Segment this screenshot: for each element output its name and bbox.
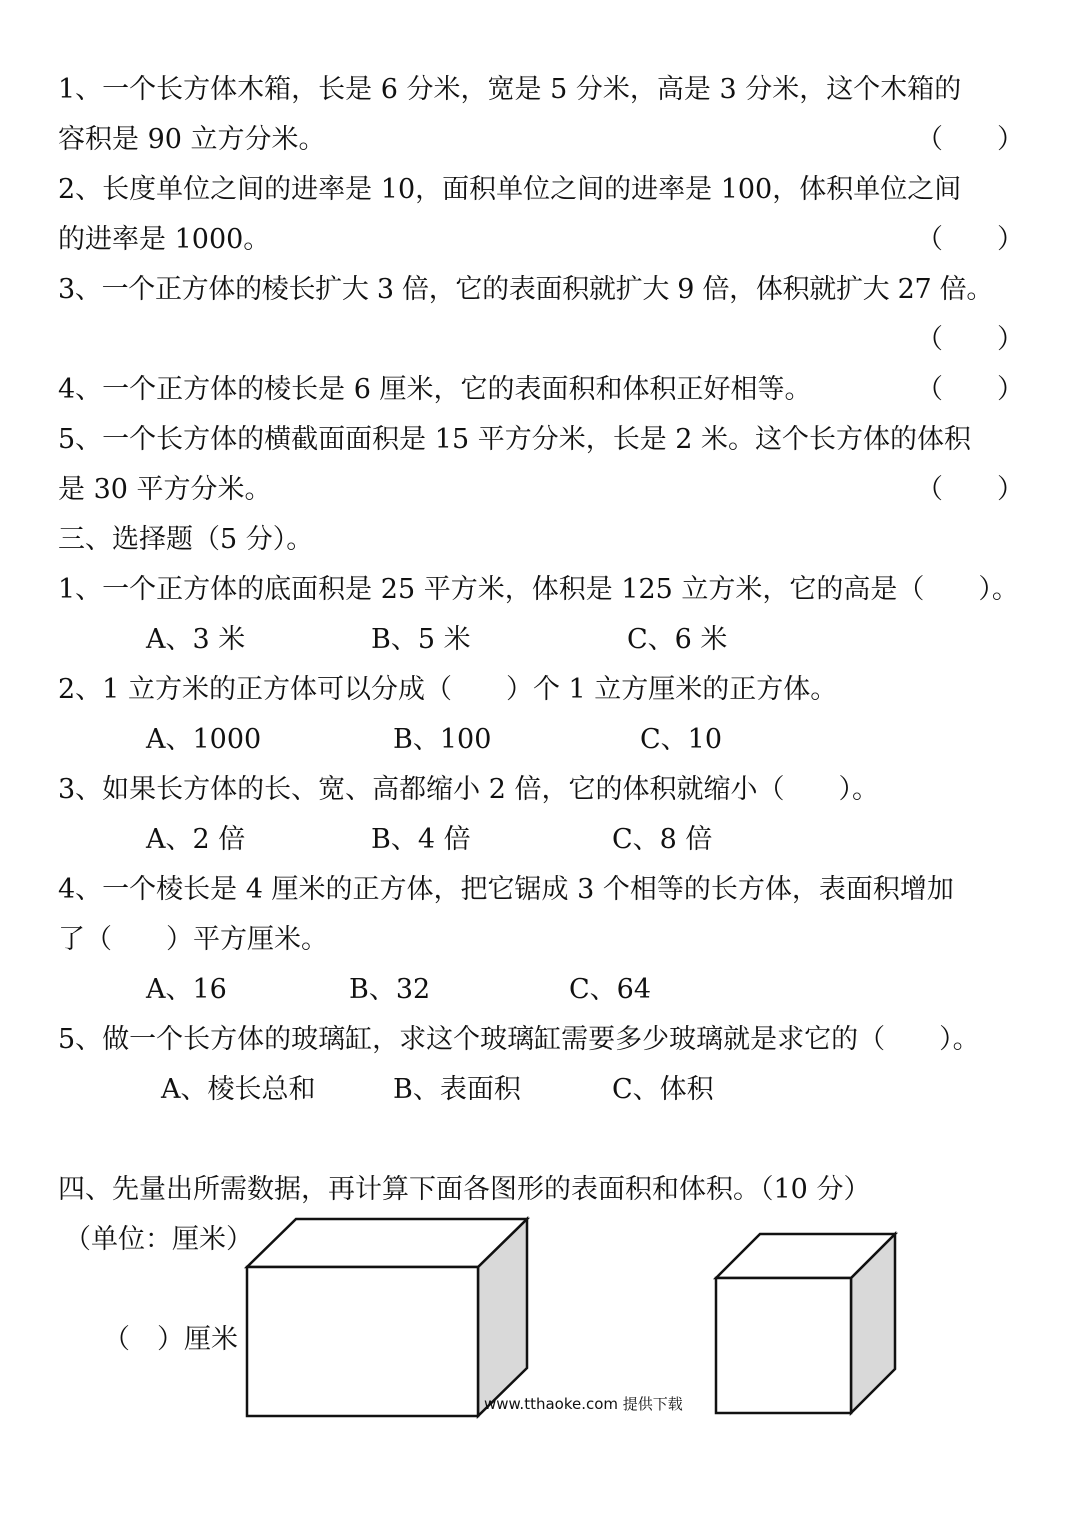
judge-q4-line1: 4、一个正方体的棱长是 6 厘米，它的表面积和体积正好相等。 xyxy=(58,374,812,405)
judge-q3-line1: 3、一个正方体的棱长扩大 3 倍，它的表面积就扩大 9 倍，体积就扩大 27 倍。 xyxy=(58,274,994,305)
cube-figure xyxy=(716,1234,895,1413)
judge-q5-answer[interactable]: （ ） xyxy=(916,474,1024,505)
judge-q4-answer[interactable]: （ ） xyxy=(916,374,1024,405)
choice-q2-option-b[interactable]: B、100 xyxy=(393,724,492,755)
choice-q5-option-a[interactable]: A、棱长总和 xyxy=(161,1074,316,1105)
choice-q3-option-b[interactable]: B、4 倍 xyxy=(371,824,471,855)
cuboid-top-face xyxy=(247,1219,527,1267)
judge-q2-line1: 2、长度单位之间的进率是 10，面积单位之间的进率是 100，体积单位之间 xyxy=(58,174,962,205)
choice-q2-option-a[interactable]: A、1000 xyxy=(146,724,262,755)
judge-q5-line1: 5、一个长方体的横截面面积是 15 平方分米，长是 2 米。这个长方体的体积 xyxy=(58,424,972,455)
judge-q2-line2: 的进率是 1000。 xyxy=(58,224,271,255)
cuboid-front-face xyxy=(247,1267,478,1416)
choice-q4-text2: 了（ ）平方厘米。 xyxy=(58,924,328,955)
watermark-text: www.tthaoke.com 提供下载 xyxy=(484,1395,683,1413)
choice-q1-option-c[interactable]: C、6 米 xyxy=(627,624,728,655)
cuboid-figure xyxy=(247,1219,527,1416)
choice-q3-option-c[interactable]: C、8 倍 xyxy=(612,824,713,855)
judge-q1-line2: 容积是 90 立方分米。 xyxy=(58,124,326,155)
choice-q1-option-a[interactable]: A、3 米 xyxy=(146,624,246,655)
choice-q4-text: 4、一个棱长是 4 厘米的正方体，把它锯成 3 个相等的长方体，表面积增加 xyxy=(58,874,954,905)
choice-q5-option-c[interactable]: C、体积 xyxy=(612,1074,714,1105)
measure-heading: 四、先量出所需数据，再计算下面各图形的表面积和体积。（10 分） xyxy=(58,1174,871,1205)
choice-q5-text: 5、做一个长方体的玻璃缸，求这个玻璃缸需要多少玻璃就是求它的（ ）。 xyxy=(58,1024,980,1055)
measure-blank-label[interactable]: （ ）厘米 xyxy=(103,1324,238,1355)
judge-q2-answer[interactable]: （ ） xyxy=(916,224,1024,255)
judge-q1-line1: 1、一个长方体木箱，长是 6 分米，宽是 5 分米，高是 3 分米，这个木箱的 xyxy=(58,74,962,105)
choice-q3-option-a[interactable]: A、2 倍 xyxy=(146,824,246,855)
choice-q5-option-b[interactable]: B、表面积 xyxy=(393,1074,521,1105)
choice-q2-text: 2、1 立方米的正方体可以分成（ ）个 1 立方厘米的正方体。 xyxy=(58,674,838,705)
choice-q2-option-c[interactable]: C、10 xyxy=(640,724,723,755)
judge-q5-line2: 是 30 平方分米。 xyxy=(58,474,272,505)
measure-unit: （单位：厘米） xyxy=(64,1224,253,1255)
judge-q1-answer[interactable]: （ ） xyxy=(916,124,1024,155)
judge-q3-answer[interactable]: （ ） xyxy=(916,324,1024,355)
cube-front-face xyxy=(716,1278,851,1413)
choice-q4-option-a[interactable]: A、16 xyxy=(146,974,227,1005)
choice-q3-text: 3、如果长方体的长、宽、高都缩小 2 倍，它的体积就缩小（ ）。 xyxy=(58,774,880,805)
choice-heading: 三、选择题（5 分）。 xyxy=(58,524,314,555)
choice-q4-option-b[interactable]: B、32 xyxy=(349,974,431,1005)
choice-q1-option-b[interactable]: B、5 米 xyxy=(371,624,471,655)
choice-q4-option-c[interactable]: C、64 xyxy=(569,974,652,1005)
choice-q1-text: 1、一个正方体的底面积是 25 平方米，体积是 125 立方米，它的高是（ ）。 xyxy=(58,574,1019,605)
